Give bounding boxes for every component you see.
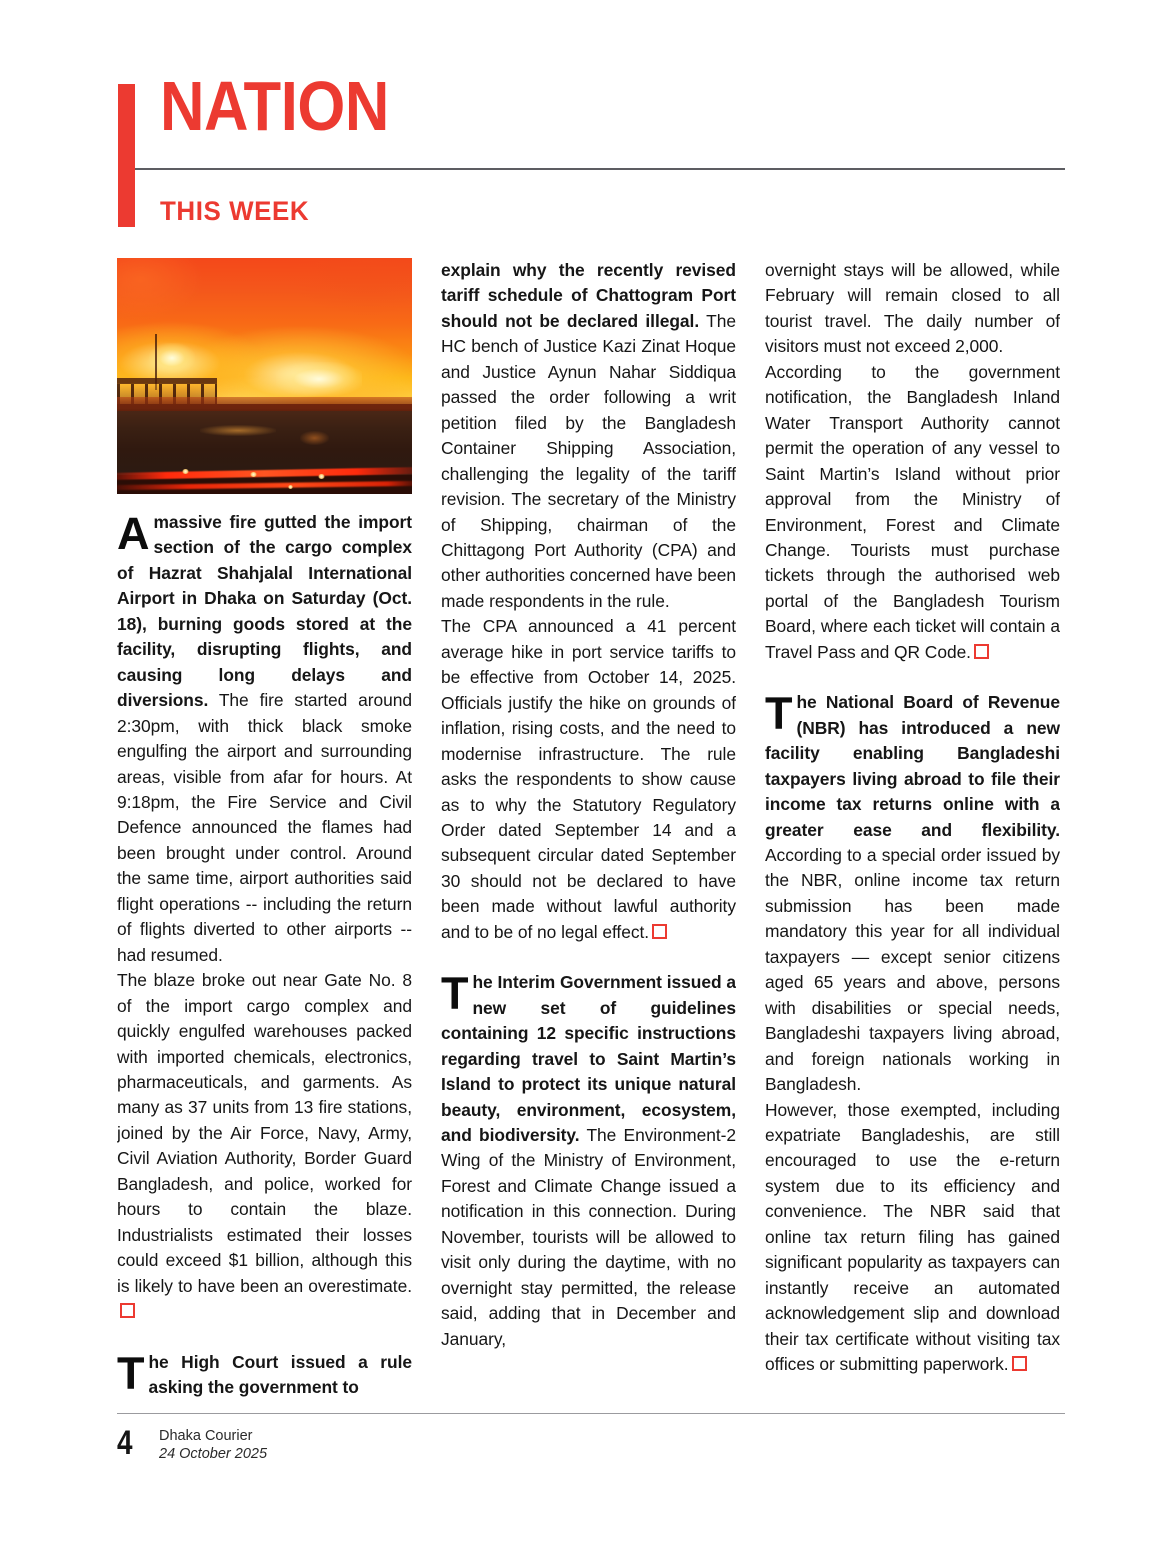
article-saint-martin	[441, 970, 736, 1352]
photo-flame-glow-right	[276, 362, 362, 396]
accent-bar	[118, 84, 135, 227]
article-high-court-continued	[441, 258, 736, 945]
article-paragraph	[117, 510, 412, 968]
drop-cap: A	[117, 508, 150, 559]
end-of-article-marker	[652, 924, 667, 939]
article-paragraph	[117, 1347, 412, 1401]
page-title: NATION	[160, 67, 389, 145]
paragraph-text: The CPA announced a 41 percent average hike in port service tariffs to be effective from October 14, 2025. Officials justify the hike on grounds of inflation, rising costs, and the need to modernise infrastructure. The rule asks the respondents to show cause as to why the Statutory Regulatory Order dated September 14 and a subsequent circular dated September 30 should not be declared to have been made without lawful authority and to be of no legal effect.	[441, 616, 736, 942]
paragraph-text: However, those exempted, including expatriate Bangladeshis, are still encouraged to use the e-return system due to its efficiency and convenience. The NBR said that online tax return filing has gained significant popularity as taxpayers can instantly receive an automated acknowledgement slip and download their tax certificate without visiting tax offices or submitting paperwork.	[765, 1099, 1060, 1375]
column-1	[117, 258, 412, 1403]
lead-sentence: massive fire gutted the import section of the cargo complex of Hazrat Shahjalal International Airport in Dhaka on Saturday (Oct. 18), burning goods stored at the facility, disrupting flights, and causing long delays and diversions.	[117, 512, 412, 711]
end-of-article-marker	[120, 1303, 135, 1318]
paragraph-text: The fire started around 2:30pm, with thick black smoke engulfing the airport and surrounding areas, visible from afar for hours. At 9:18pm, the Fire Service and Civil Defence announced the flames had been brought under control. Around the same time, airport authorities said flight operations -- including the return of flights diverted to other airports -- had resumed.	[117, 690, 412, 965]
lead-sentence-continued: explain why the recently revised tariff schedule of Chattogram Port should not be declared illegal.	[441, 260, 736, 331]
masthead	[0, 0, 1152, 250]
article-high-court	[117, 1347, 412, 1401]
lead-sentence: he Interim Government issued a new set of guidelines containing 12 specific instructions regarding travel to Saint Martin’s Island to protect its unique natural beauty, environment, ecosystem, and biodiversity.	[441, 972, 736, 1145]
article-paragraph	[441, 258, 736, 614]
paragraph-text: The blaze broke out near Gate No. 8 of the import cargo complex and quickly engulfed warehouses packed with imported chemicals, electronics, pharmaceuticals, and garments. As many as 37 units from 13 fire stations, joined by the Air Force, Navy, Army, Civil Aviation Authority, Border Guard Bangladesh, and police, worked for hours to contain the blaze. Industrialists estimated their losses could exceed $1 billion, although this is likely to have been an overestimate.	[117, 970, 412, 1296]
footer-divider	[117, 1413, 1065, 1414]
drop-cap: T	[441, 968, 469, 1020]
paragraph-text: The HC bench of Justice Kazi Zinat Hoque and Justice Aynun Nahar Siddiqua passed the order following a writ petition filed by the Bangladesh Container Shipping Association, challenging the legality of the tariff revision. The secretary of the Ministry of Shipping, chairman of the Chittagong Port Authority (CPA) and other authorities concerned have been made respondents in the rule.	[441, 310, 736, 611]
lead-sentence: he High Court issued a rule asking the government to	[148, 1351, 412, 1397]
article-nbr	[765, 690, 1060, 1377]
page-number: 4	[117, 1424, 133, 1462]
article-paragraph	[765, 690, 1060, 1097]
paragraph-text: According to the government notification, the Bangladesh Inland Water Transport Authority cannot permit the operation of any vessel to Saint Martin’s Island without prior approval from the Ministry of Environment, Forest and Climate Change. Tourists must purchase tickets through the authorised web portal of the Bangladesh Tourism Board, where each ticket will contain a Travel Pass and QR Code.	[765, 361, 1060, 662]
page-footer	[117, 1424, 617, 1484]
article-saint-martin-continued	[765, 258, 1060, 665]
drop-cap: T	[117, 1347, 145, 1399]
column-3	[765, 258, 1060, 1403]
article-paragraph	[441, 614, 736, 945]
paragraph-text: The Environment-2 Wing of the Ministry of Environment, Forest and Climate Change issued a notification in this connection. During November, tourists will be allowed to visit only during the daytime, with no overnight stay permitted, the release said, adding that in December and January,	[441, 1124, 736, 1349]
article-fire	[117, 510, 412, 1325]
article-paragraph	[765, 258, 1060, 360]
end-of-article-marker	[1012, 1356, 1027, 1371]
column-2	[441, 258, 736, 1403]
fire-photo	[117, 258, 412, 494]
publication-date: 24 October 2025	[159, 1445, 268, 1462]
lead-sentence: he National Board of Revenue (NBR) has introduced a new facility enabling Bangladeshi taxpayers living abroad to file their income tax returns online with a greater ease and flexibility.	[765, 692, 1060, 840]
footer-imprint	[159, 1428, 267, 1463]
article-columns	[117, 258, 1065, 1403]
end-of-article-marker	[974, 644, 989, 659]
paragraph-text: According to a special order issued by the NBR, online income tax return submission has been made mandatory this year for all individual taxpayers — except senior citizens aged 65 years and above, persons with disabilities or special needs, Bangladeshi taxpayers living abroad, and foreign nationals working in Bangladesh.	[765, 844, 1060, 1095]
paragraph-text: overnight stays will be allowed, while February will remain closed to all tourist travel. The daily number of visitors must not exceed 2,000.	[765, 260, 1060, 357]
subsection-title: THIS WEEK	[160, 196, 310, 226]
article-paragraph	[765, 1098, 1060, 1378]
photo-light-streak-lower	[117, 481, 412, 490]
drop-cap: T	[765, 688, 793, 740]
article-paragraph	[765, 360, 1060, 665]
photo-spark	[250, 472, 257, 477]
article-paragraph	[117, 968, 412, 1324]
publication-name: Dhaka Courier	[159, 1428, 253, 1444]
photo-spark	[288, 485, 293, 489]
article-paragraph	[441, 970, 736, 1352]
photo-foreground	[117, 411, 412, 475]
header-divider	[135, 168, 1065, 170]
photo-spark	[318, 474, 325, 479]
